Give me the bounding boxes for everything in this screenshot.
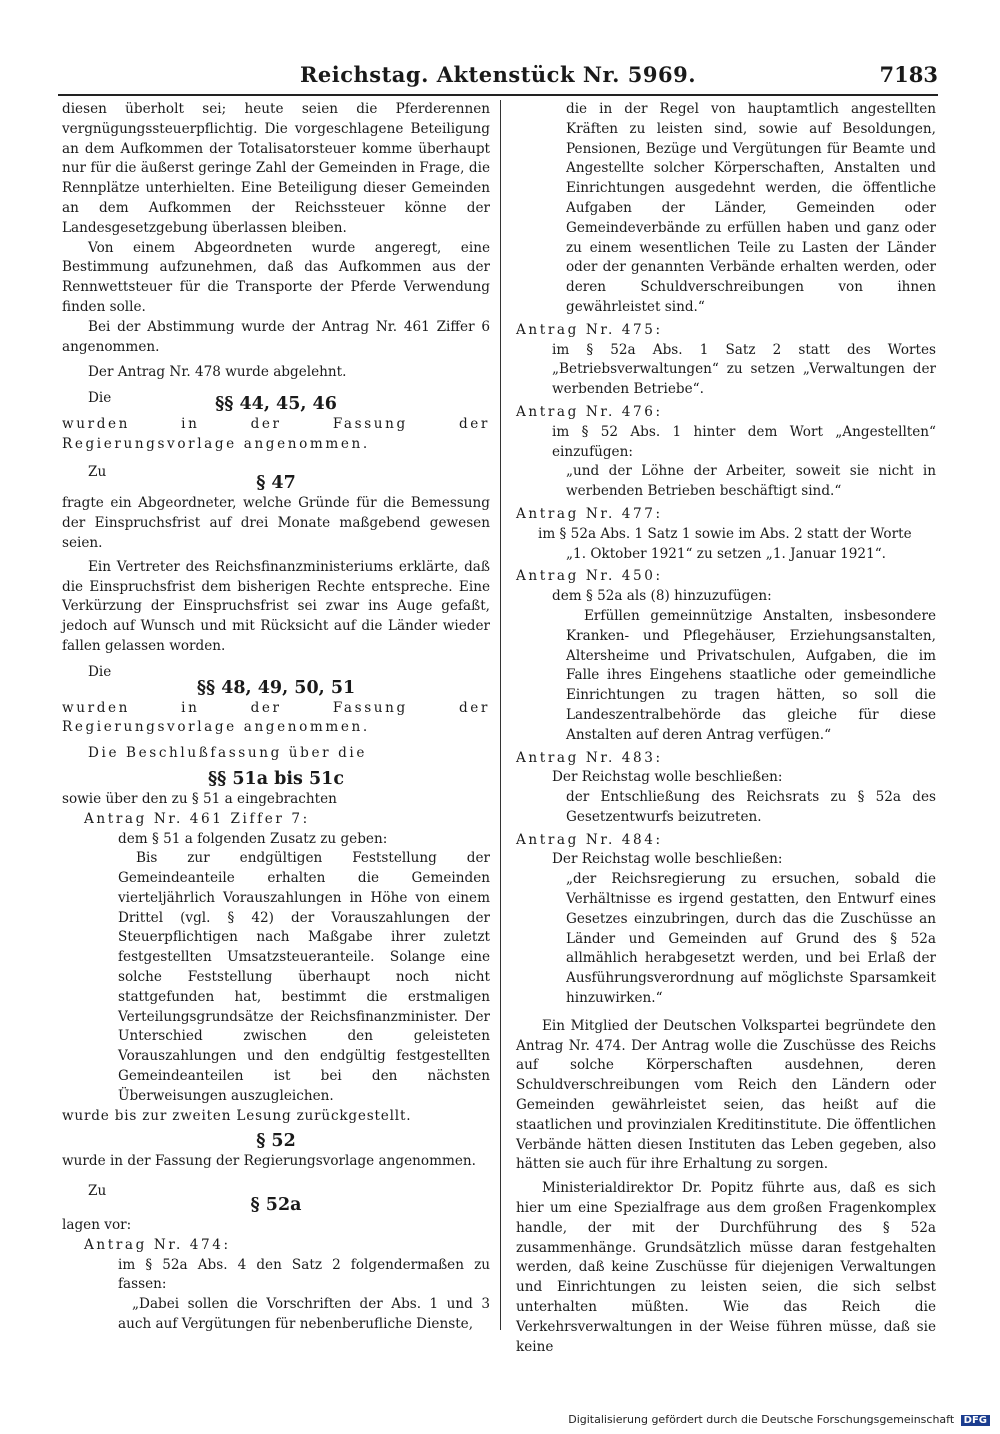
paragraph: lagen vor: <box>62 1217 132 1234</box>
paragraph: wurden in der Fassung der Regierungsvorlage angenommen. <box>62 699 490 736</box>
paragraph: dem § 52a als (8) hinzuzufügen: <box>552 588 772 605</box>
motion-label: Antrag Nr. 474: <box>84 1236 231 1253</box>
right-column <box>516 100 936 1357</box>
digitization-credit <box>568 1413 990 1426</box>
motion-label: Antrag Nr. 476: <box>516 403 663 420</box>
paragraph: Der Reichstag wolle beschließen: <box>552 769 783 786</box>
quoted-text: Bis zur endgültigen Feststellung der Gemeindeanteile erhalten die Gemeinden vierteljährlich Vorauszahlungen in Höhe von einem Drittel (vgl. § 42) der Vorauszahlungen der Steuerpflichtigen nach Maßgabe ihrer zuletzt festgestellten Umsatzsteueranteile. Solange eine solche Feststellung überhaupt noch nicht stattgefunden hat, bestimmt die erstmaligen Verteilungsgrundsätze der Reichsfinanzminister. Der Unterschied zwischen den geleisteten Vorauszahlungen und den endgültig festgestellten Gemeindeanteilen ist bei den nächsten Überweisungen auszugleichen. <box>118 850 490 1104</box>
paragraph: Die Beschlußfassung über die <box>88 745 368 762</box>
paragraph: diesen überholt sei; heute seien die Pferderennen vergnügungssteuerpflichtig. Die vorgeschlagene Beteiligung an dem Aufkommen der Totalisatorsteuer komme überhaupt nur für die äußerst geringe Zahl der Gemeinden in Frage, die Rennplätze unterhielten. Eine Beteiligung dieser Gemeinden an dem Aufkommen der Reichssteuer könne der Landesgesetzgebung überlassen bleiben. <box>62 101 490 236</box>
paragraph: fragte ein Abgeordneter, welche Gründe für die Bemessung der Einspruchsfrist auf drei Monate maßgebend gewesen seien. <box>62 495 490 551</box>
paragraph: der Entschließung des Reichsrats zu § 52a des Gesetzentwurfs beizutreten. <box>566 789 936 825</box>
left-column <box>62 100 490 1335</box>
paragraph: sowie über den zu § 51 a eingebrachten <box>62 790 337 807</box>
paragraph: Ein Vertreter des Reichsfinanzministeriums erklärte, daß die Einspruchsfrist dem bisherigen Rechte entspreche. Eine Verkürzung der Einspruchsfrist sei zwar ins Auge gefaßt, jedoch auf Wunsch und mit Rücksicht auf die Länder wieder fallen gelassen worden. <box>62 558 490 654</box>
motion-label: Antrag Nr. 484: <box>516 831 663 848</box>
page-number: 7183 <box>879 62 938 87</box>
column-divider <box>500 100 501 1330</box>
motion-label: Antrag Nr. 461 Ziffer 7: <box>84 810 310 827</box>
paragraph: im § 52a Abs. 4 den Satz 2 folgendermaßen zu fassen: <box>118 1256 490 1293</box>
quoted-text: „1. Oktober 1921“ zu setzen „1. Januar 1921“. <box>566 545 886 562</box>
section-heading: § 47 <box>256 473 296 494</box>
section-heading: §§ 51a bis 51c <box>207 768 345 789</box>
paragraph: Bei der Abstimmung wurde der Antrag Nr. 461 Ziffer 6 angenommen. <box>62 318 490 355</box>
paragraph: Der Antrag Nr. 478 wurde abgelehnt. <box>88 364 347 381</box>
header-rule <box>58 94 938 96</box>
section-heading: § 52a <box>250 1195 302 1216</box>
paragraph: im § 52a Abs. 1 Satz 1 sowie im Abs. 2 statt der Worte <box>538 525 912 542</box>
paragraph: Der Reichstag wolle beschließen: <box>552 851 783 868</box>
quoted-text: „der Reichsregierung zu ersuchen, sobald die Verhältnisse es irgend gestatten, den Entwurf eines Gesetzes einzubringen, durch das die Zuschüsse an Länder und Gemeinden auf Grund des § 52a allmählich herabgesetzt werden, und bei Erlaß der Ausführungsverordnung auf möglichste Sparsamkeit hinzuwirken.“ <box>566 871 936 1007</box>
paragraph: wurde in der Fassung der Regierungsvorlage angenommen. <box>62 1153 476 1170</box>
quoted-text: Erfüllen gemeinnützige Anstalten, insbesondere Kranken- und Pflegehäuser, Erziehungsanstalten, Altersheime und Privatschulen, Aufgaben, die im Falle ihres Eingehens staatliche oder gemeindliche Einrichtungen zu tragen hätten, so soll die Landeszentralbehörde das gleiche für diese Anstalten auf deren Antrag verfügen.“ <box>566 607 936 743</box>
paragraph: Ministerialdirektor Dr. Popitz führte aus, daß es sich hier um eine Spezialfrage aus dem großen Fragenkomplex handle, der mit der Durchführung des § 52a zusammenhänge. Grundsätzlich müsse daran festgehalten werden, daß keine Zuschüsse für diejenigen Verwaltungen und Einrichtungen zu leisten seien, die sich selbst unterhalten müßten. Wie das Reich die Verkehrsverwaltungen in der Weise führen müsse, daß sie keine <box>516 1180 936 1355</box>
paragraph: wurde bis zur zweiten Lesung zurückgestellt. <box>62 1107 412 1124</box>
paragraph: wurden in der Fassung der Regierungsvorlage angenommen. <box>62 415 490 452</box>
paragraph: Die <box>88 663 112 680</box>
section-heading: § 52 <box>256 1131 296 1152</box>
motion-label: Antrag Nr. 450: <box>516 568 663 585</box>
section-heading: §§ 44, 45, 46 <box>215 393 337 414</box>
paragraph: im § 52 Abs. 1 hinter dem Wort „Angestellten“ einzufügen: <box>552 423 936 460</box>
footer-text: Digitalisierung gefördert durch die Deutsche Forschungsgemeinschaft <box>568 1413 955 1426</box>
paragraph: Von einem Abgeordneten wurde angeregt, eine Bestimmung aufzunehmen, daß das Aufkommen aus der Rennwettsteuer für die Transporte der Pferde Verwendung finden solle. <box>62 239 490 315</box>
paragraph: Zu <box>88 1183 107 1200</box>
motion-label: Antrag Nr. 475: <box>516 321 663 338</box>
section-heading: §§ 48, 49, 50, 51 <box>196 677 356 698</box>
paragraph: Zu <box>88 463 107 480</box>
running-title: Reichstag. Aktenstück Nr. 5969. <box>299 62 697 87</box>
quoted-text: „und der Löhne der Arbeiter, soweit sie nicht in werbenden Betrieben beschäftigt sind.“ <box>566 463 936 500</box>
paragraph: im § 52a Abs. 1 Satz 2 statt des Wortes „Betriebsverwaltungen“ zu setzen „Verwaltungen der werbenden Betriebe“. <box>552 341 936 398</box>
quoted-text: „Dabei sollen die Vorschriften der Abs. 1 und 3 auch auf Vergütungen für nebenberufliche Dienste, <box>118 1296 490 1333</box>
paragraph: Ein Mitglied der Deutschen Volkspartei begründete den Antrag Nr. 474. Der Antrag wolle die Zuschüsse des Reichs auf solche Körperschaften ausdehnen, deren Schuldverschreibungen vom Reich den Ländern oder Gemeinden gewährleistet seien, das heißt auf die staatlichen und provinzialen Kreditinstitute. Die öffentlichen Verbände hätten diesen Instituten das Leben gegeben, also hätten sie auch für ihre Erhaltung zu sorgen. <box>516 1017 936 1173</box>
paragraph: Die <box>88 390 112 407</box>
page-header <box>58 62 938 92</box>
quoted-text: die in der Regel von hauptamtlich angestellten Kräften zu leisten sind, sowie auf Besoldungen, Pensionen, Bezüge und Vergütungen für Beamte und Angestellte solcher Körperschaften, Anstalten und Einrichtungen ausgedehnt werden, die öffentliche Aufgaben der Länder, Gemeinden oder Gemeindeverbände zu erfüllen haben und ganz oder zu einem wesentlichen Teile zu Lasten der Länder oder der genannten Verbände erhalten werden, oder deren Schuldverschreibungen von ihnen gewährleistet sind.“ <box>566 101 936 315</box>
motion-label: Antrag Nr. 477: <box>516 505 663 522</box>
paragraph: dem § 51 a folgenden Zusatz zu geben: <box>118 830 388 847</box>
dfg-logo: DFG <box>961 1415 990 1426</box>
motion-label: Antrag Nr. 483: <box>516 749 663 766</box>
